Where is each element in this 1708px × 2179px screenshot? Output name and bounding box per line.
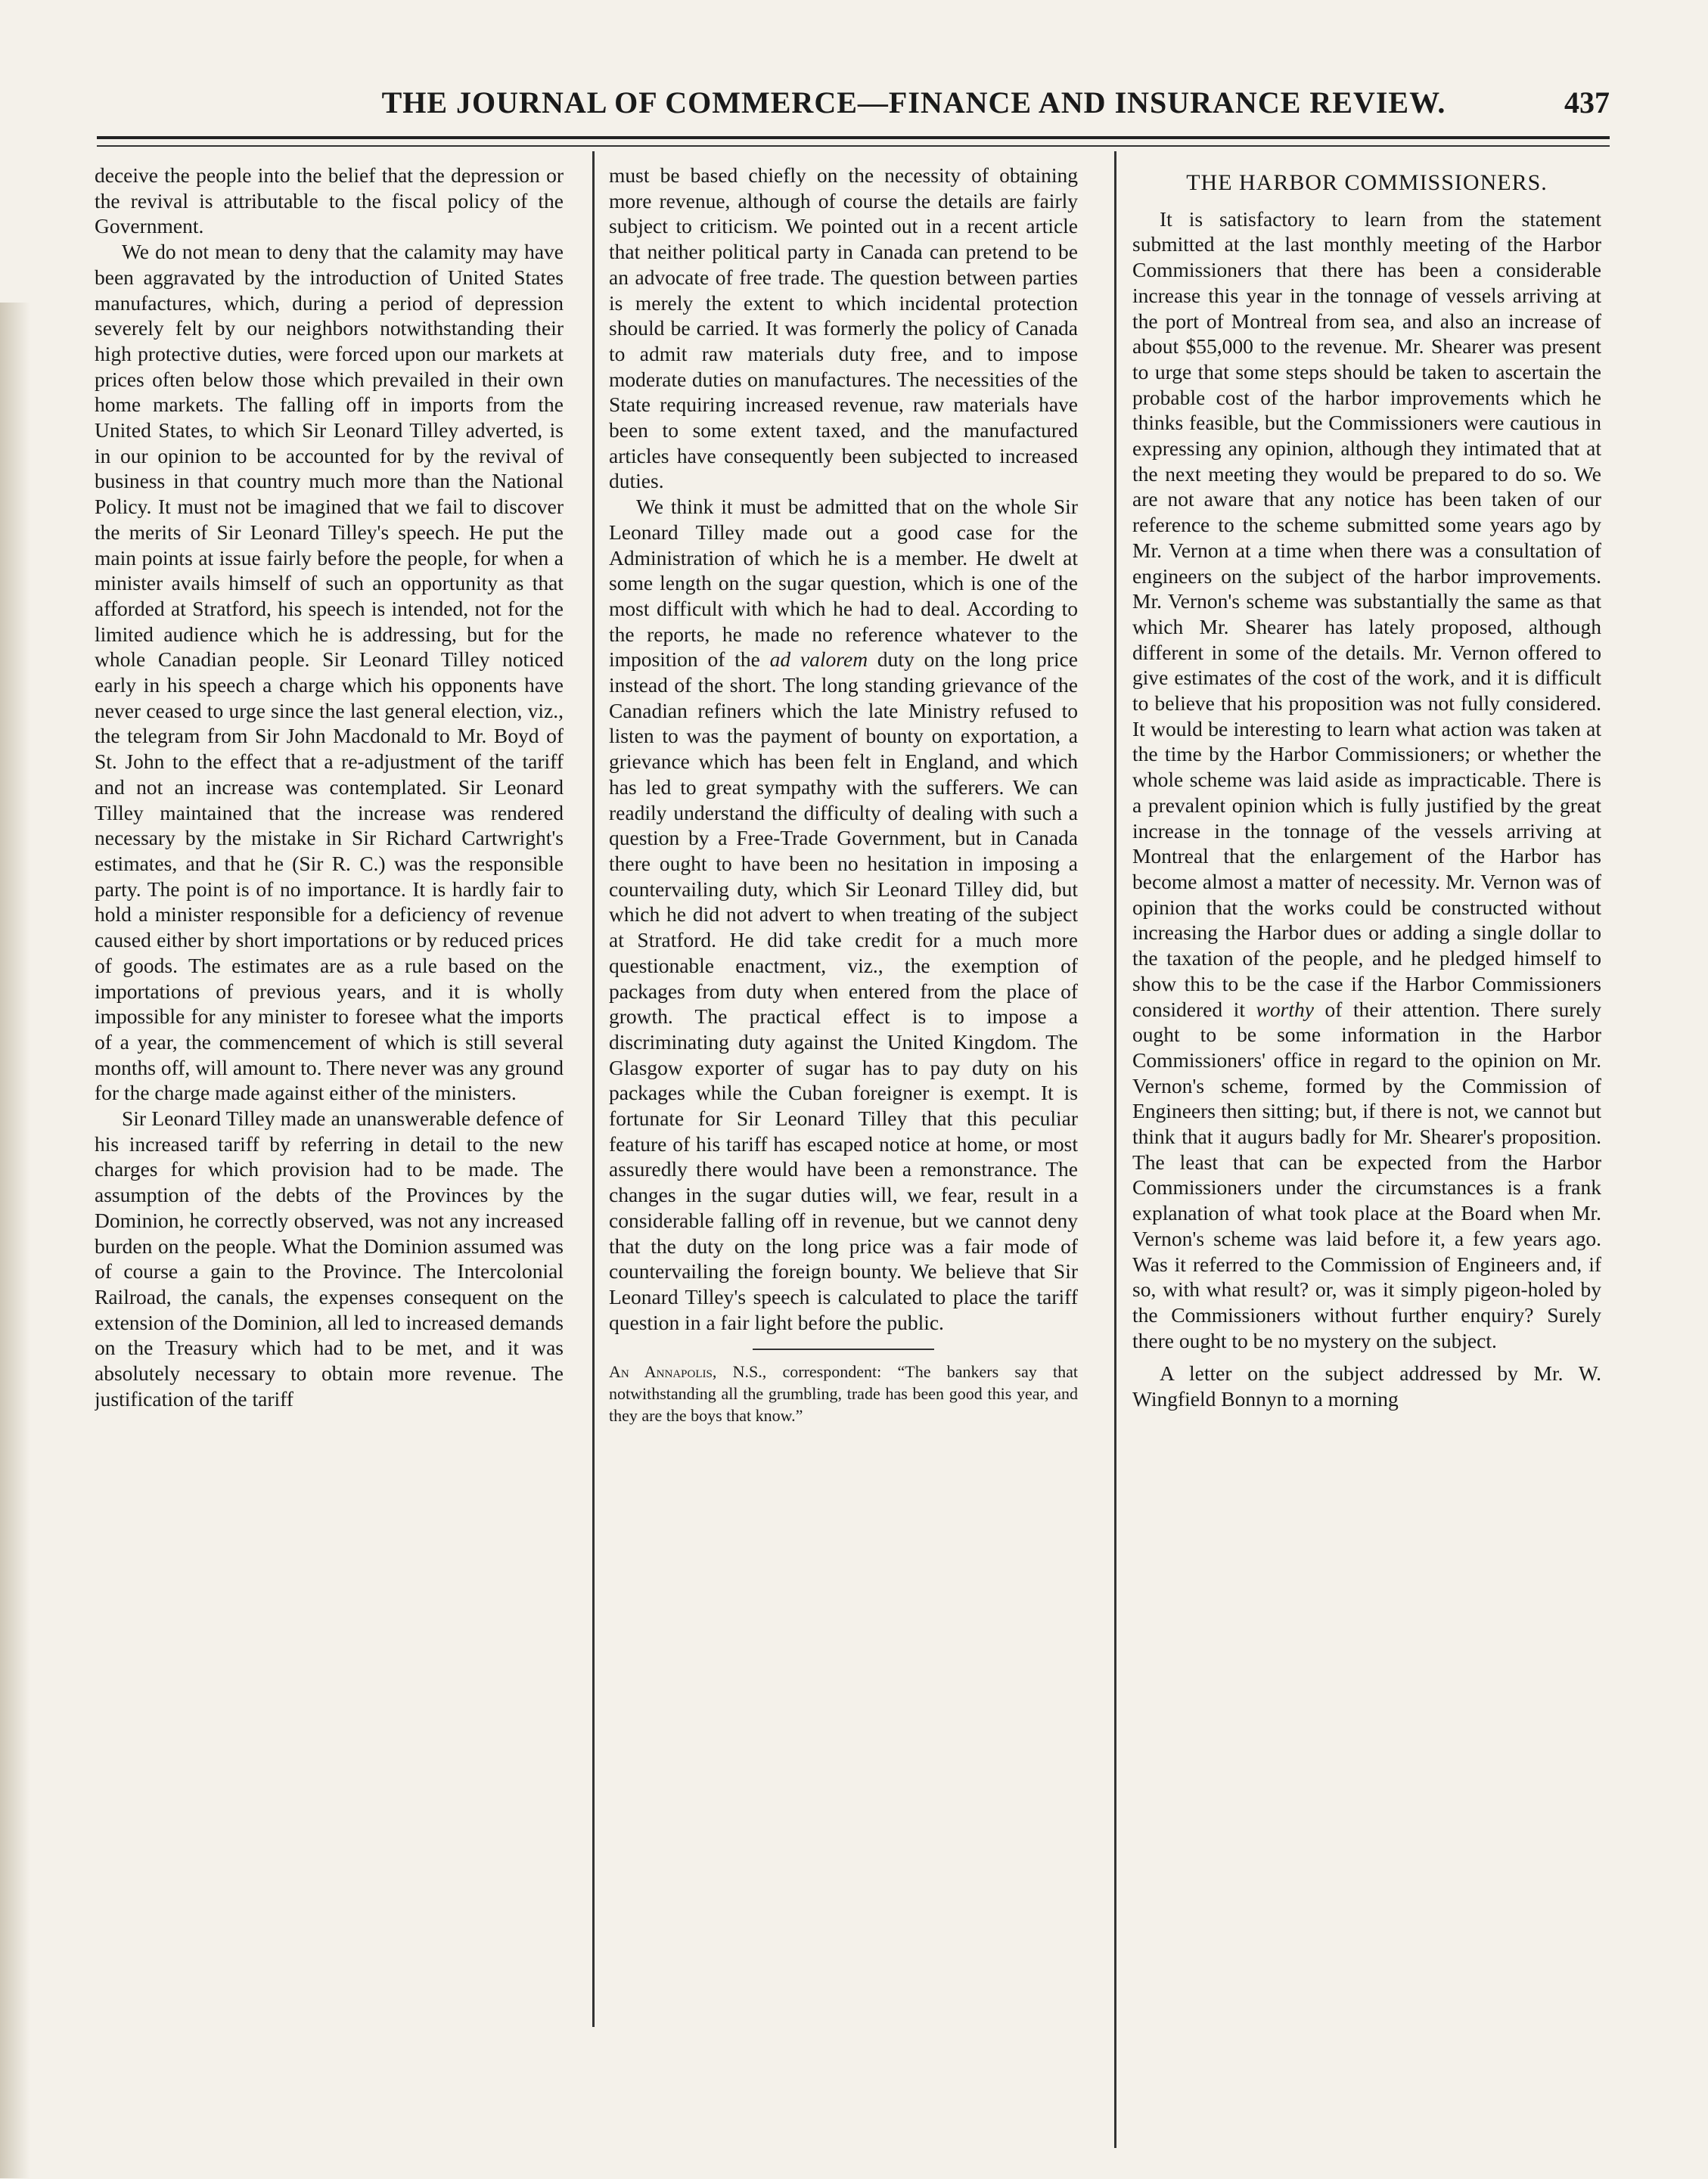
text-run: of their attention. There surely ought to be some information in the Harbor Commissioners' office in regard to the opinion on Mr. Vernon's scheme, formed by the Commission of Engineers then sitting; but, if there is not, we cannot but think that it augurs badly for Mr. Shearer's proposition. The least that can be expected from the Harbor Commissioners under the circumstances is a frank explanation of what took place at the Board when Mr. Vernon's scheme was laid before it, a few years ago. Was it referred to the Commission of Engineers and, if so, with what result? or, was it simply pigeon-holed by the Commissioners without further enquiry? Surely there ought to be no mystery on the subject. <box>1132 997 1601 1352</box>
note-body: correspondent: “The bankers say that notwithstanding all the grumbling, trade has been good this year, and they are the boys that know.” <box>609 1362 1078 1426</box>
text-run: We think it must be admitted that on the whole Sir Leonard Tilley made out a good case for the Administration of which he is a member. He dwelt at some length on the sugar question, which is one of the most difficult with which he had to deal. According to the reports, he made no reference whatever to the imposition of the <box>609 495 1078 672</box>
header-rule-thin <box>97 145 1610 147</box>
paragraph: Sir Leonard Tilley made an unanswerable defence of his increased tariff by referring in detail to the new charges for which provision had to be made. The assumption of the debts of the Provinces by the Dominion, he correctly observed, was not any increased burden on the people. What the Dominion assumed was of course a gain to the Province. The Intercolonial Railroad, the canals, the expenses consequent on the extension of the Dominion, all led to increased demands on the Treasury which had to be met, and it was absolutely necessary to obtain more revenue. The justification of the tariff <box>95 1107 564 1411</box>
paragraph <box>1132 206 1601 1354</box>
article-heading: THE HARBOR COMMISSIONERS. <box>1186 170 1548 195</box>
column-1 <box>95 163 564 2149</box>
running-title: THE JOURNAL OF COMMERCE—FINANCE AND INSURANCE REVIEW. <box>381 85 1446 120</box>
paragraph <box>609 494 1078 1335</box>
text-run: duty on the long price instead of the short. The long standing grievance of the Canadian refiners which the late Ministry refused to listen to was the payment of bounty on exportation, a grievance which has been felt in England, and which has led to great sympathy with the sufferers. We can readily understand the difficulty of dealing with such a question by a Free-Trade Government, but in Canada there ought to have been no hesitation in imposing a countervailing duty, which Sir Leonard Tilley did, but which he did not advert to when treating of the subject at Stratford. He did take credit for a much more questionable enactment, viz., the exemption of packages from duty when entered from the place of growth. The practical effect is to impose a discriminating duty against the United Kingdom. The Glasgow exporter of sugar has to pay duty on his packages while the Cuban foreigner is exempt. It is fortunate for Sir Leonard Tilley that this peculiar feature of his tariff has escaped notice at home, or most assuredly there would have been a remonstrance. The changes in the sugar duties will, we fear, result in a considerable falling off in revenue, but we cannot deny that the duty on the long price was a fair mode of countervailing the foreign bounty. We believe that Sir Leonard Tilley's speech is calculated to place the tariff question in a fair light before the public. <box>609 647 1078 1334</box>
paragraph: A letter on the subject addressed by Mr. W. Wingfield Bonnyn to a morning <box>1132 1361 1601 1411</box>
column-divider <box>592 151 595 2027</box>
text-run: It is satisfactory to learn from the statement submitted at the last monthly meeting of the Harbor Commissioners that there has been a considerable increase this year in the tonnage of vessels arriving at the port of Montreal from sea, and also an increase of about $55,000 to the revenue. Mr. Shearer was present to urge that some steps should be taken to ascertain the probable cost of the harbor improvements which he thinks feasible, but the Commissioners were cautious in expressing any opinion, although they intimated that at the next meeting they would be prepared to do so. We are not aware that any notice has been taken of our reference to the scheme submitted some years ago by Mr. Vernon at a time when there was a consultation of engineers on the subject of the harbor improvements. Mr. Vernon's scheme was substantially the same as that which Mr. Shearer has lately proposed, although different in some of the details. Mr. Vernon offered to give estimates of the cost of the work, and it is difficult to believe that his proposition was not fully considered. It would be interesting to learn what action was taken at the time by the Harbor Commissioners; or whether the whole scheme was laid aside as impracticable. There is a prevalent opinion which is fully justified by the great increase in the tonnage of the vessels arriving at Montreal that the enlargement of the Harbor has become almost a matter of necessity. Mr. Vernon was of opinion that the works could be constructed without increasing the Harbor dues or adding a single dollar to the taxation of the people, and he pledged himself to show this to be the case if the Harbor Commissioners considered it <box>1132 206 1601 1021</box>
page-edge-shadow <box>0 303 30 2178</box>
page-number: 437 <box>1564 85 1610 120</box>
note-lead: An Annapolis, N.S., <box>609 1362 767 1382</box>
column-3 <box>1132 163 1601 2149</box>
header-rule-thick <box>97 136 1610 139</box>
italic-term: ad valorem <box>769 647 868 672</box>
note-divider <box>753 1349 934 1350</box>
paragraph: must be based chiefly on the necessity of obtaining more revenue, although of course the details are fairly subject to criticism. We pointed out in a recent article that neither political party in Canada can pretend to be an advocate of free trade. The question between parties is merely the extent to which incidental protection should be carried. It was formerly the policy of Canada to admit raw materials duty free, and to impose moderate duties on manufactures. The necessities of the State requiring increased revenue, raw materials have been to some extent taxed, and the manufactured articles have consequently been subjected to increased duties. <box>609 163 1078 493</box>
correspondent-note <box>609 1361 1078 1426</box>
column-2 <box>609 163 1078 2149</box>
italic-term: worthy <box>1256 997 1314 1021</box>
paragraph: deceive the people into the belief that the depression or the revival is attributable to the fiscal policy of the Government. <box>95 163 564 238</box>
column-divider <box>1114 151 1116 2148</box>
page-header <box>97 85 1610 130</box>
paragraph: We do not mean to deny that the calamity may have been aggravated by the introduction of United States manufactures, which, during a period of depression severely felt by our neighbors notwithstanding their high protective duties, were forced upon our markets at prices often below those which prevailed in their own home markets. The falling off in imports from the United States, to which Sir Leonard Tilley adverted, is in our opinion to be accounted for by the revival of business in that country much more than the National Policy. It must not be imagined that we fail to discover the merits of Sir Leonard Tilley's speech. He put the main points at issue fairly before the people, for when a minister avails himself of such an opportunity as that afforded at Stratford, his speech is intended, not for the limited audience which he is addressing, but for the whole Canadian people. Sir Leonard Tilley noticed early in his speech a charge which his opponents have never ceased to urge since the last general election, viz., the telegram from Sir John Macdonald to Mr. Boyd of St. John to the effect that a re-adjustment of the tariff and not an increase was contemplated. Sir Leonard Tilley maintained that the increase was rendered necessary by the mistake in Sir Richard Cartwright's estimates, and that he (Sir R. C.) was the responsible party. The point is of no importance. It is hardly fair to hold a minister responsible for a deficiency of revenue caused either by short importations or by reduced prices of goods. The estimates are as a rule based on the importations of previous years, and it is wholly impossible for any minister to foresee what the imports of a year, the commencement of which is still several months off, will amount to. There never was any ground for the charge made against either of the ministers. <box>95 240 564 1105</box>
